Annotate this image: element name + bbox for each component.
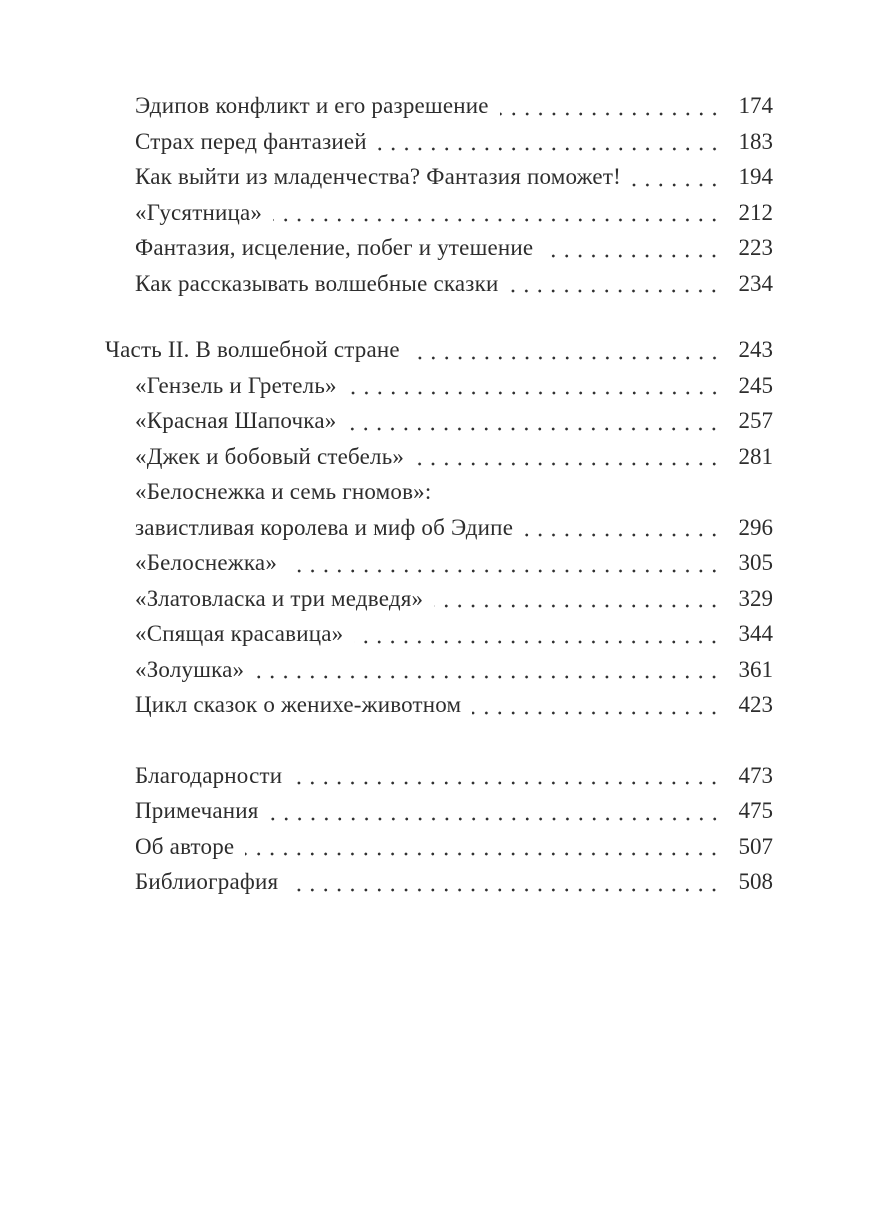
dot-leader bbox=[245, 829, 721, 865]
dot-leader bbox=[411, 332, 721, 368]
page-number: 475 bbox=[738, 798, 773, 823]
toc-entry-row bbox=[105, 474, 773, 510]
toc-entry-row bbox=[105, 758, 773, 794]
toc-entry-row bbox=[105, 687, 773, 723]
toc-entry-title: Цикл сказок о женихе-животном bbox=[135, 692, 462, 717]
toc-entry-title: «Джек и бобовый стебель» bbox=[135, 443, 405, 469]
dot-leader bbox=[348, 368, 721, 404]
page-number: 194 bbox=[738, 164, 773, 189]
toc-entry-row bbox=[105, 829, 773, 865]
toc-entry-title: Эдипов конфликт и его разрешение bbox=[135, 93, 489, 118]
toc-entry-title: Страх перед фантазией bbox=[135, 128, 367, 154]
toc-entry-title: Примечания bbox=[135, 798, 259, 823]
toc-entry-row bbox=[105, 195, 773, 231]
toc-entry-title: Об авторе bbox=[135, 833, 235, 859]
dot-leader bbox=[273, 195, 721, 231]
toc-entry-row bbox=[105, 230, 773, 266]
dot-leader bbox=[415, 439, 721, 475]
toc-entry-row bbox=[105, 159, 773, 195]
page-number: 281 bbox=[738, 443, 773, 469]
toc-entry-row bbox=[105, 266, 773, 302]
toc-entry-title: «Красная Шапочка» bbox=[135, 408, 337, 433]
toc-entry-title: Как выйти из младенчества? Фантазия поможет! bbox=[135, 164, 621, 189]
toc-entry-title: «Златовласка и три медведя» bbox=[135, 585, 424, 611]
toc-entry-title: «Спящая красавица» bbox=[135, 621, 344, 646]
dot-leader bbox=[288, 545, 721, 581]
toc-entry-title: «Золушка» bbox=[135, 656, 245, 682]
toc-group bbox=[105, 88, 773, 301]
toc-part-row bbox=[105, 332, 773, 368]
dot-leader bbox=[434, 581, 721, 617]
dot-leader bbox=[293, 758, 721, 794]
page-number: 183 bbox=[738, 128, 773, 154]
toc-entry-title: Благодарности bbox=[135, 762, 283, 788]
toc-entry-row bbox=[105, 403, 773, 439]
toc-entry-title: Фантазия, исцеление, побег и утешение bbox=[135, 235, 534, 260]
page-number: 361 bbox=[738, 656, 773, 682]
toc-entry-row bbox=[105, 793, 773, 829]
dot-leader bbox=[354, 616, 721, 652]
toc-entry-title: Как рассказывать волшебные сказки bbox=[135, 270, 499, 296]
page-number: 223 bbox=[738, 235, 773, 260]
toc-entry-row bbox=[105, 510, 773, 546]
toc-entry-row bbox=[105, 581, 773, 617]
page-number: 174 bbox=[738, 93, 773, 118]
page-number: 245 bbox=[738, 372, 773, 398]
toc-entry-row bbox=[105, 439, 773, 475]
page-number: 212 bbox=[738, 199, 773, 225]
toc-entry-row bbox=[105, 368, 773, 404]
toc-entry-row bbox=[105, 616, 773, 652]
toc-group bbox=[105, 332, 773, 723]
dot-leader bbox=[500, 88, 721, 124]
toc-entry-title: «Гензель и Гретель» bbox=[135, 372, 337, 398]
dot-leader bbox=[544, 230, 721, 266]
page-number: 329 bbox=[738, 585, 773, 611]
dot-leader bbox=[509, 266, 721, 302]
toc-entry-row bbox=[105, 88, 773, 124]
dot-leader bbox=[472, 687, 721, 723]
page-number: 305 bbox=[738, 550, 773, 575]
toc-entry-row bbox=[105, 864, 773, 900]
toc-entry-row bbox=[105, 124, 773, 160]
page-number: 257 bbox=[738, 408, 773, 433]
toc-entry-title: Библиография bbox=[135, 869, 279, 894]
toc-group bbox=[105, 758, 773, 900]
toc-entry-row bbox=[105, 545, 773, 581]
toc-entry-row bbox=[105, 652, 773, 688]
page-number: 234 bbox=[738, 270, 773, 296]
dot-leader bbox=[378, 124, 721, 160]
page-number: 423 bbox=[738, 692, 773, 717]
dot-leader bbox=[289, 864, 721, 900]
toc-entry-title: «Белоснежка» bbox=[135, 550, 278, 575]
toc-entry-title: «Гусятница» bbox=[135, 199, 263, 225]
toc-entry-title: «Белоснежка и семь гномов»: bbox=[135, 479, 432, 504]
dot-leader bbox=[255, 652, 721, 688]
dot-leader bbox=[632, 159, 721, 195]
page-number: 344 bbox=[738, 621, 773, 646]
dot-leader bbox=[347, 403, 721, 439]
dot-leader bbox=[270, 793, 721, 829]
page-number: 296 bbox=[738, 514, 773, 540]
page-number: 507 bbox=[738, 833, 773, 859]
dot-leader bbox=[524, 510, 721, 546]
toc-entry-title: Часть II. В волшебной стране bbox=[105, 337, 400, 362]
page-number: 508 bbox=[738, 869, 773, 894]
toc-entry-title: завистливая королева и миф об Эдипе bbox=[135, 514, 514, 540]
page-number: 243 bbox=[738, 337, 773, 362]
page-number: 473 bbox=[738, 762, 773, 788]
